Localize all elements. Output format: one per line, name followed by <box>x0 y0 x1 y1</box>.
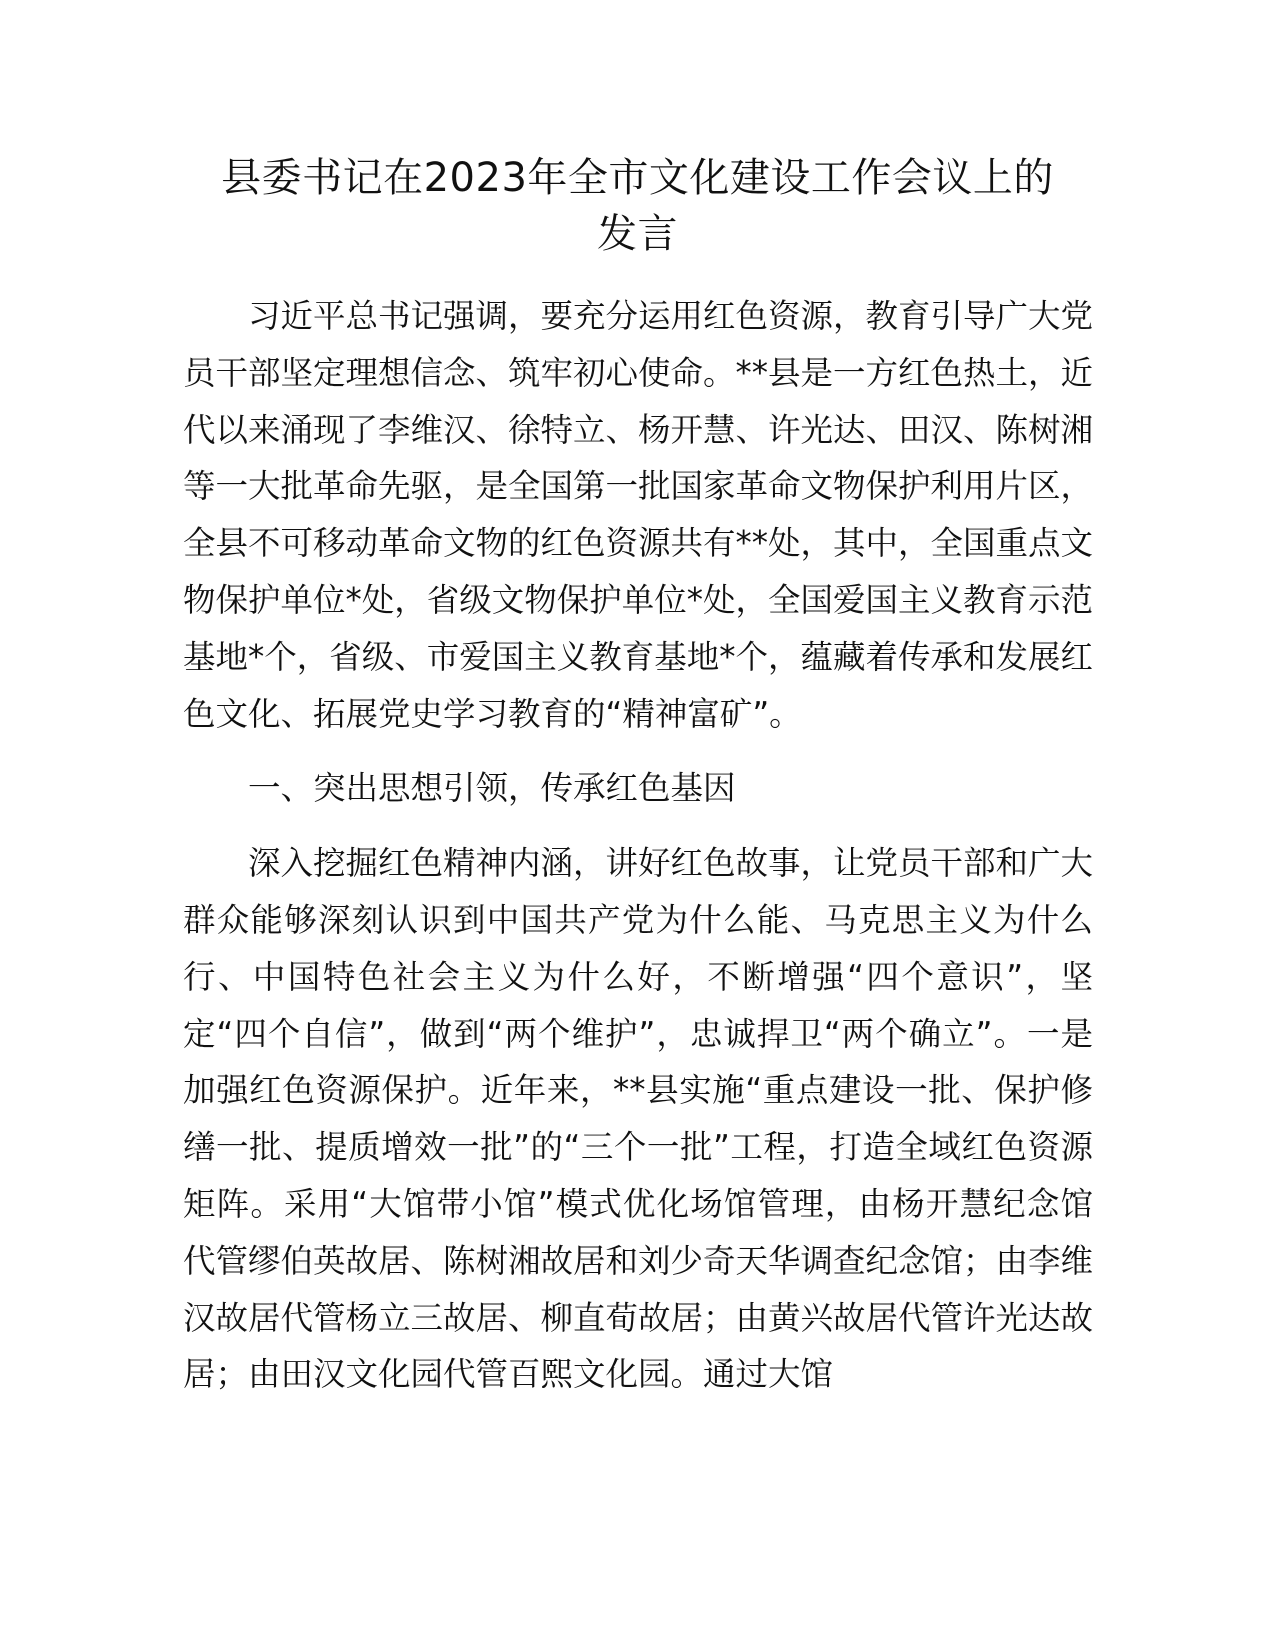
section-heading-1: 一、突出思想引领，传承红色基因 <box>248 769 736 808</box>
title-line-2: 发言 <box>597 211 678 257</box>
section-1-paragraph: 深入挖掘红色精神内涵，讲好红色故事，让党员干部和广大群众能够深刻认识到中国共产党为什么能、马克思主义为什么行、中国特色社会主义为什么好，不断增强“四个意识”，坚定“四个自信”，做到“两个维护”，忠诚捍卫“两个确立”。一是加强红色资源保护。近年来，**县实施“重点建设一批、保护修缮一批、提质增效一批”的“三个一批”工程，打造全域红色资源矩阵。采用“大馆带小馆”模式优化场馆管理，由杨开慧纪念馆代管缪伯英故居、陈树湘故居和刘少奇天华调查纪念馆；由李维汉故居代管杨立三故居、柳直荀故居；由黄兴故居代管许光达故居；由田汉文化园代管百熙文化园。通过大馆 <box>183 844 1094 1394</box>
title-line-1: 县委书记在2023年全市文化建设工作会议上的 <box>221 155 1054 201</box>
intro-paragraph: 习近平总书记强调，要充分运用红色资源，教育引导广大党员干部坚定理想信念、筑牢初心使命。**县是一方红色热土，近代以来涌现了李维汉、徐特立、杨开慧、许光达、田汉、陈树湘等一大批革命先驱，是全国第一批国家革命文物保护利用片区，全县不可移动革命文物的红色资源共有**处，其中，全国重点文物保护单位*处，省级文物保护单位*处，全国爱国主义教育示范基地*个，省级、市爱国主义教育基地*个，蕴藏着传承和发展红色文化、拓展党史学习教育的“精神富矿”。 <box>183 297 1094 733</box>
document-body <box>183 288 1093 1403</box>
document-title <box>180 150 1095 262</box>
